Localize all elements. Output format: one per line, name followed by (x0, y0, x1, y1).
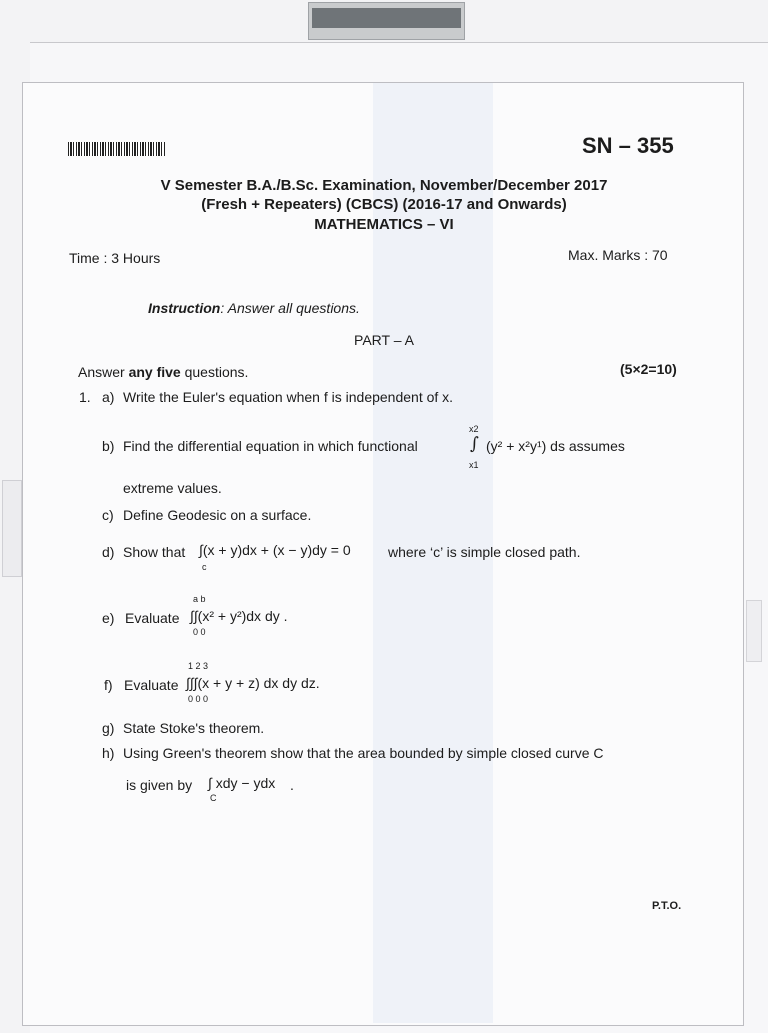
question-number: 1. (79, 389, 91, 405)
question-d-label: d) (102, 544, 115, 560)
question-f-lower-limits: 0 0 0 (188, 694, 209, 704)
question-f-pre: Evaluate (124, 677, 179, 693)
page-turn-over: P.T.O. (652, 900, 682, 912)
instruction-text: : Answer all questions. (220, 300, 360, 316)
question-g-text: State Stoke's theorem. (123, 720, 265, 736)
question-e-lower-limits: 0 0 (193, 627, 206, 637)
question-f-upper-limits: 1 2 3 (188, 661, 209, 671)
question-c-text: Define Geodesic on a surface. (123, 507, 312, 523)
question-h-line2: is given by (126, 777, 193, 793)
question-a-text: Write the Euler's equation when f is independent of x. (123, 389, 454, 405)
instruction-label: Instruction (148, 300, 221, 316)
answer-bold: any five (128, 364, 181, 380)
question-h-expression: ∫ xdy − ydx (208, 775, 276, 791)
question-d-expression: ∫(x + y)dx + (x − y)dy = 0 (199, 542, 351, 558)
question-h-end: . (290, 777, 294, 793)
question-b-text: Find the differential equation in which functional (123, 438, 418, 454)
question-d-post: where ‘c’ is simple closed path. (388, 544, 581, 560)
question-b-label: b) (102, 438, 115, 454)
part-heading: PART – A (354, 332, 414, 348)
side-paper-tab-right (746, 600, 762, 662)
question-d-contour: c (202, 562, 207, 572)
question-b-integrand: (y² + x²y¹) ds assumes (486, 438, 625, 454)
question-e-expression: ∫∫(x² + y²)dx dy . (190, 608, 288, 624)
question-b-upper-limit: x2 (469, 424, 479, 434)
scan-tape (308, 2, 465, 40)
time-allowed: Time : 3 Hours (69, 250, 161, 266)
subject-title: MATHEMATICS – VI (314, 216, 454, 233)
max-marks: Max. Marks : 70 (568, 247, 668, 263)
question-f-label: f) (104, 677, 113, 693)
question-g-label: g) (102, 720, 115, 736)
question-b-lower-limit: x1 (469, 460, 479, 470)
instruction (148, 300, 360, 316)
question-e-label: e) (102, 610, 115, 626)
question-h-label: h) (102, 745, 115, 761)
integral-sign: ∫ (470, 434, 479, 454)
question-h-contour: C (210, 793, 217, 803)
exam-subtitle: (Fresh + Repeaters) (CBCS) (2016-17 and Onwards) (201, 196, 567, 213)
section-instruction (78, 364, 248, 380)
barcode (68, 142, 165, 156)
answer-pre: Answer (78, 364, 129, 380)
question-a-label: a) (102, 389, 115, 405)
question-b-continuation: extreme values. (123, 480, 222, 496)
question-c-label: c) (102, 507, 114, 523)
question-d-pre: Show that (123, 544, 186, 560)
answer-post: questions. (180, 364, 249, 380)
question-f-expression: ∫∫∫(x + y + z) dx dy dz. (186, 675, 320, 691)
question-e-upper-limits: a b (193, 594, 206, 604)
exam-title: V Semester B.A./B.Sc. Examination, November/December 2017 (160, 177, 608, 194)
side-paper-tab (2, 480, 22, 577)
paper-code: SN – 355 (582, 133, 674, 158)
question-h-text: Using Green's theorem show that the area bounded by simple closed curve C (123, 745, 604, 761)
question-e-pre: Evaluate (125, 610, 180, 626)
section-marks: (5×2=10) (620, 361, 677, 377)
